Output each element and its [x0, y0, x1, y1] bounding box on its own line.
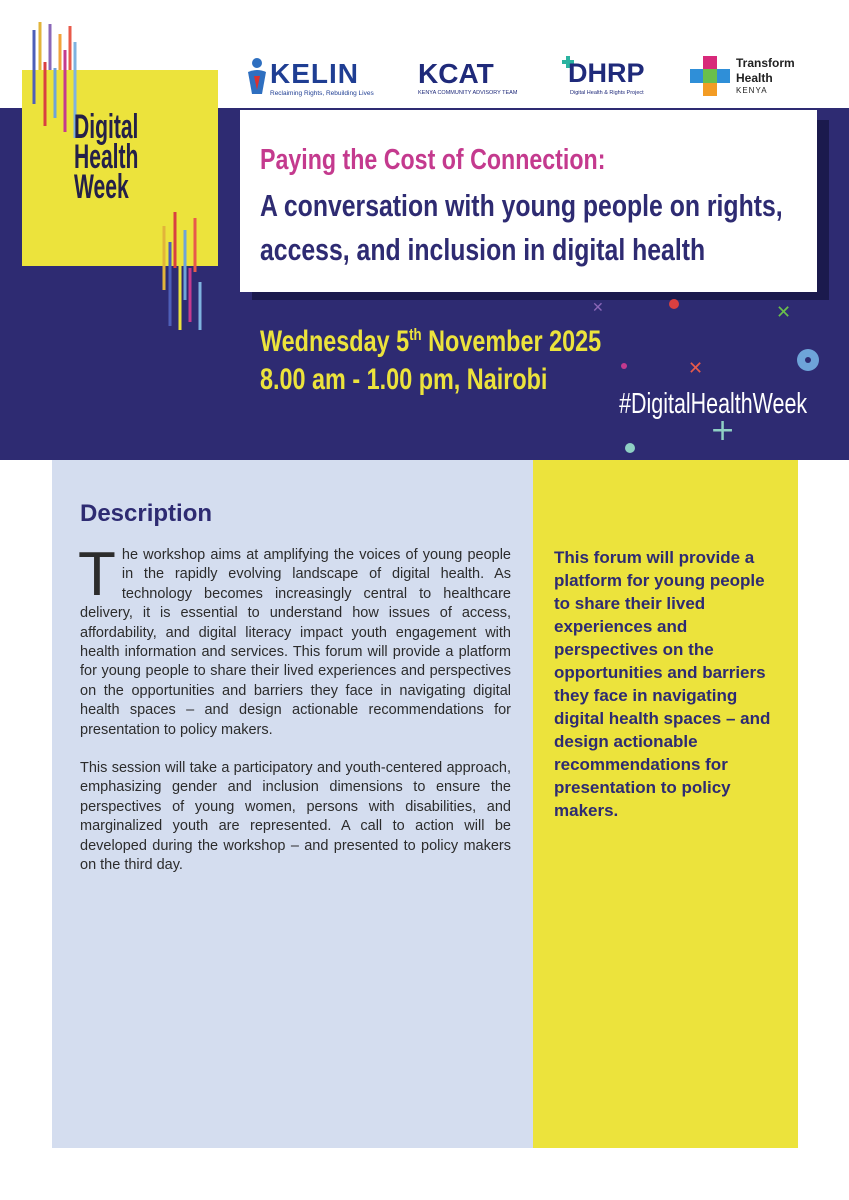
title-line-1: Paying the Cost of Connection:: [260, 144, 606, 176]
kelin-name: KELIN: [270, 58, 359, 89]
cross-icon: ✕: [688, 358, 704, 379]
dot: [669, 299, 679, 309]
cross-icon: ✕: [776, 302, 792, 323]
decorative-dots: [580, 290, 849, 460]
pull-quote: This forum will provide a platform for young people to share their lived experiences and perspectives on the opportunities and barriers they face in navigating digital health spaces – and design actionable recommendations for presentation to policy makers.: [554, 548, 771, 820]
description-paragraph-2: This session will take a participatory and youth-centered approach, emphasizing gender and inclusion dimensions to ensure the perspectives of young women, persons with disabilities, and marginalized youth are represented. A call to action will be developed during the workshop – and presented to policy makers on the third day.: [80, 760, 511, 874]
kcat-tagline: KENYA COMMUNITY ADVISORY TEAM: [418, 90, 518, 96]
event-schedule: [260, 316, 601, 399]
plus-icon: +: [710, 413, 736, 448]
dhrp-tagline: Digital Health & Rights Project: [570, 90, 644, 96]
event-brand-title: [74, 108, 139, 206]
kelin-logo: [244, 52, 374, 104]
title-line-3: access, and inclusion in digital health: [260, 232, 706, 267]
dot: [805, 357, 811, 363]
event-time-place: 8.00 am - 1.00 pm, Nairobi: [260, 363, 548, 396]
kcat-name: KCAT: [418, 58, 494, 89]
description-body: [78, 540, 511, 890]
hashtag: #DigitalHealthWeek: [618, 388, 807, 420]
description-heading: Description: [80, 500, 213, 527]
title-lines: [260, 184, 783, 272]
kelin-tagline: Reclaiming Rights, Rebuilding Lives: [270, 90, 374, 97]
description-paragraph-1: The workshop aims at amplifying the voices of young people in the rapidly evolving landscape of digital health. As technology becomes increasingly central to healthcare delivery, it is essential to understand how issues of access, affordability, and digital literacy impact youth engagement with health information and services. This forum will provide a platform for young people to share their lived experiences and perspectives on the opportunities and barriers they face in navigating digital health spaces – and design actionable recommendations for presentation to policy makers.: [78, 540, 511, 738]
event-brand-line: Digital: [74, 108, 139, 146]
title-line-2: A conversation with young people on rights,: [260, 188, 783, 223]
drop-cap: T: [78, 540, 116, 609]
dot: [625, 443, 635, 453]
event-brand-line: Week: [74, 168, 129, 206]
kcat-logo: [418, 52, 518, 104]
event-brand-line: Health: [74, 138, 139, 176]
dot: [621, 363, 627, 369]
event-date: Wednesday 5th November 2025: [260, 325, 602, 358]
kelin-person-icon: [244, 56, 270, 96]
transform-health-cross-icon: [690, 56, 730, 96]
cross-icon: ✕: [592, 300, 604, 316]
dhrp-logo: [560, 52, 660, 104]
transform-health-logo: [690, 52, 820, 104]
transform-line2: Health: [736, 71, 773, 85]
decorative-stripes-bottom: [160, 212, 212, 332]
dhrp-name: DHRP: [568, 58, 645, 88]
transform-line1: Transform: [736, 56, 795, 70]
transform-line3: KENYA: [736, 86, 768, 95]
